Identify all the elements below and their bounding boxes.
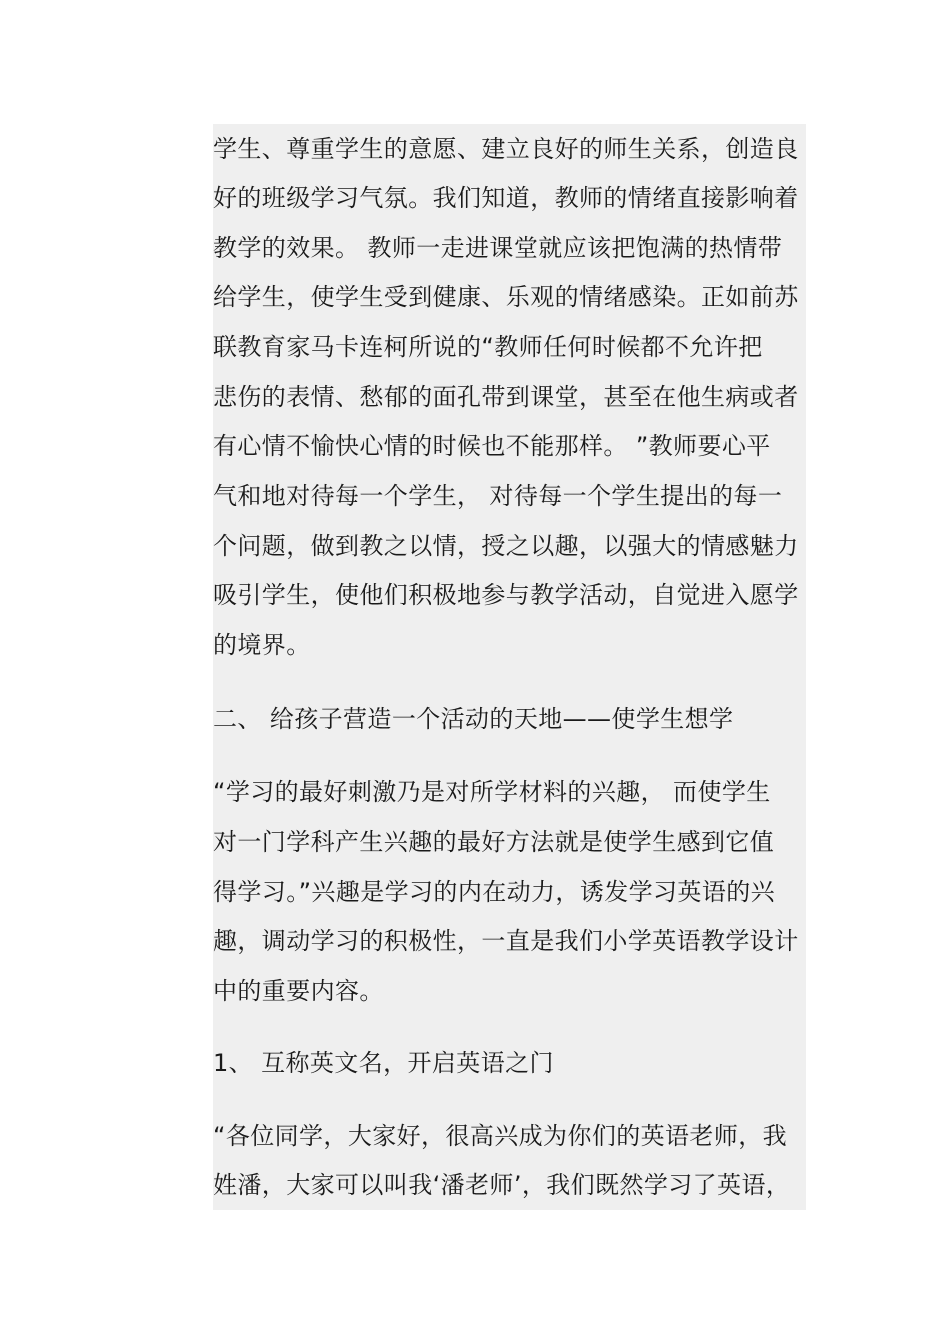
- paragraph-line: “各位同学，大家好，很高兴成为你们的英语老师，我: [213, 1122, 788, 1150]
- paragraph-line: 得学习。”兴趣是学习的内在动力，诱发学习英语的兴: [213, 878, 776, 906]
- paragraph-line: 教学的效果。 教师一走进课堂就应该把饱满的热情带: [213, 234, 783, 262]
- paragraph-line: 的境界。: [213, 631, 311, 659]
- paragraph-line: 对一门学科产生兴趣的最好方法就是使学生感到它值: [213, 828, 775, 856]
- subsection-heading: 1、 互称英文名，开启英语之门: [213, 1049, 554, 1077]
- paragraph-line: 姓潘，大家可以叫我‘潘老师’，我们既然学习了英语，: [213, 1171, 791, 1199]
- paragraph-line: 联教育家马卡连柯所说的“教师任何时候都不允许把: [213, 333, 763, 361]
- paragraph-line: “学习的最好刺激乃是对所学材料的兴趣， 而使学生: [213, 778, 771, 806]
- paragraph-line: 有心情不愉快心情的时候也不能那样。 ”教师要心平: [213, 432, 771, 460]
- paragraph-line: 个问题，做到教之以情，授之以趣，以强大的情感魅力: [213, 532, 799, 560]
- text-block: [213, 124, 806, 1210]
- paragraph-line: 学生、尊重学生的意愿、建立良好的师生关系，创造良: [213, 135, 799, 163]
- paragraph-line: 好的班级学习气氛。我们知道，教师的情绪直接影响着: [213, 184, 799, 212]
- paragraph-line: 给学生，使学生受到健康、乐观的情绪感染。正如前苏: [213, 283, 799, 311]
- section-heading: 二、 给孩子营造一个活动的天地——使学生想学: [213, 705, 734, 733]
- paragraph-line: 悲伤的表情、愁郁的面孔带到课堂，甚至在他生病或者: [213, 383, 799, 411]
- paragraph-line: 趣，调动学习的积极性，一直是我们小学英语教学设计: [213, 927, 799, 955]
- paragraph-line: 吸引学生，使他们积极地参与教学活动，自觉进入愿学: [213, 581, 799, 609]
- paragraph-line: 气和地对待每一个学生， 对待每一个学生提出的每一: [213, 482, 783, 510]
- paragraph-line: 中的重要内容。: [213, 977, 384, 1005]
